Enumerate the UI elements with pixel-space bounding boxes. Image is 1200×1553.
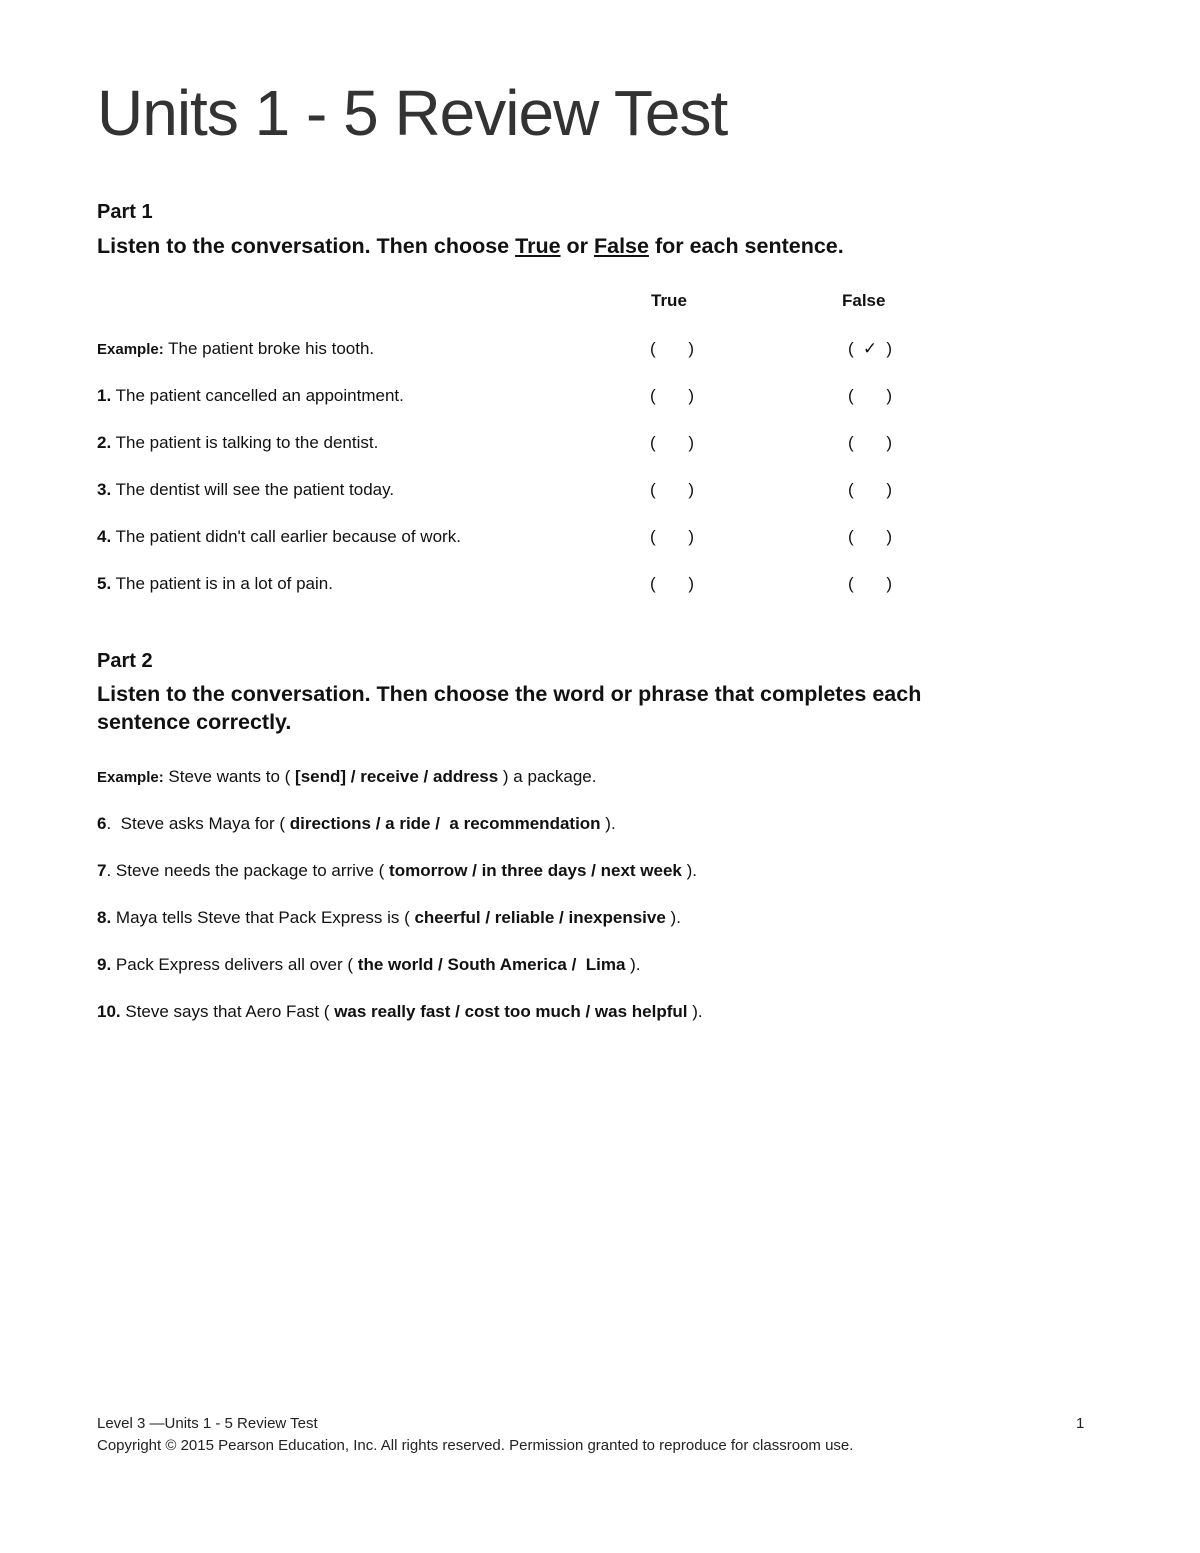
mc-item [97, 955, 641, 975]
footer-title: Level 3 —Units 1 - 5 Review Test [97, 1415, 318, 1432]
item-text: ). [600, 814, 616, 833]
item-text: ). [687, 1002, 703, 1021]
part2-heading: Part 2 [97, 650, 153, 672]
open-paren: ( [650, 433, 656, 452]
item-number: 7 [97, 861, 107, 880]
mc-item [97, 1002, 703, 1022]
item-number: 10. [97, 1002, 121, 1021]
answer-false-choice[interactable] [848, 480, 892, 500]
answer-options[interactable]: directions / a ride / a recommendation [289, 814, 601, 833]
instruction-text: or [560, 234, 594, 258]
open-paren: ( [650, 480, 656, 499]
item-text: ). [665, 908, 681, 927]
item-text: Pack Express delivers all over ( [111, 955, 358, 974]
open-paren: ( [848, 574, 854, 593]
answer-true-choice[interactable] [650, 527, 694, 547]
item-text: The patient is talking to the dentist. [111, 433, 379, 452]
tf-item [97, 339, 374, 359]
tf-item [97, 433, 378, 453]
item-text: The patient cancelled an appointment. [111, 386, 404, 405]
answer-options[interactable]: tomorrow / in three days / next week [389, 861, 682, 880]
answer-false-choice[interactable] [848, 433, 892, 453]
close-paren: ) [688, 480, 694, 499]
close-paren: ) [688, 433, 694, 452]
item-number: Example: [97, 341, 164, 358]
open-paren: ( [650, 386, 656, 405]
item-number: 2. [97, 433, 112, 452]
open-paren: ( [848, 339, 854, 358]
answer-true-choice[interactable] [650, 480, 694, 500]
mc-item [97, 861, 697, 881]
answer-true-choice[interactable] [650, 433, 694, 453]
instruction-line: Listen to the conversation. Then choose the word or phrase that completes each [97, 682, 922, 706]
item-text: Maya tells Steve that Pack Express is ( [111, 908, 415, 927]
close-paren: ) [886, 527, 892, 546]
mc-item [97, 908, 681, 928]
item-text: . Steve needs the package to arrive ( [106, 861, 390, 880]
answer-true-choice[interactable] [650, 339, 694, 359]
tf-item [97, 480, 394, 500]
instruction-line: sentence correctly. [97, 710, 292, 734]
item-text: The patient is in a lot of pain. [111, 574, 333, 593]
item-number: 6 [97, 814, 107, 833]
part1-heading: Part 1 [97, 201, 153, 223]
item-number: 4. [97, 527, 112, 546]
column-header-false: False [842, 291, 886, 310]
tf-item [97, 386, 404, 406]
item-text: The dentist will see the patient today. [111, 480, 395, 499]
close-paren: ) [886, 574, 892, 593]
item-number: 3. [97, 480, 112, 499]
answer-false-choice[interactable] [848, 339, 892, 359]
item-text: The patient didn't call earlier because of work. [111, 527, 461, 546]
page-number: 1 [1076, 1415, 1085, 1432]
answer-true-choice[interactable] [650, 574, 694, 594]
item-text: Steve says that Aero Fast ( [120, 1002, 335, 1021]
open-paren: ( [848, 480, 854, 499]
part1-instruction [97, 232, 844, 260]
instruction-text: Listen to the conversation. Then choose [97, 234, 516, 258]
close-paren: ) [886, 433, 892, 452]
mc-item [97, 767, 596, 787]
close-paren: ) [886, 386, 892, 405]
check-icon: ✓ [862, 339, 878, 358]
close-paren: ) [688, 574, 694, 593]
item-text: ). [681, 861, 698, 880]
item-number: 5. [97, 574, 112, 593]
close-paren: ) [688, 339, 694, 358]
close-paren: ) [688, 527, 694, 546]
false-word: False [593, 234, 649, 258]
open-paren: ( [650, 527, 656, 546]
open-paren: ( [848, 527, 854, 546]
item-text: ) a package. [498, 767, 597, 786]
answer-options[interactable]: [send] / receive / address [295, 767, 499, 786]
item-number: Example: [97, 769, 164, 786]
open-paren: ( [848, 433, 854, 452]
answer-false-choice[interactable] [848, 574, 892, 594]
open-paren: ( [650, 574, 656, 593]
answer-false-choice[interactable] [848, 386, 892, 406]
open-paren: ( [848, 386, 854, 405]
part2-instruction [97, 680, 921, 736]
close-paren: ) [886, 339, 892, 358]
item-number: 8. [97, 908, 112, 927]
copyright: Copyright © 2015 Pearson Education, Inc. All rights reserved. Permission granted to reproduce for classroom use. [97, 1437, 854, 1454]
answer-false-choice[interactable] [848, 527, 892, 547]
answer-options[interactable]: the world / South America / Lima [357, 955, 626, 974]
item-number: 1. [97, 386, 112, 405]
instruction-text: for each sentence. [648, 234, 844, 258]
open-paren: ( [650, 339, 656, 358]
tf-item [97, 527, 461, 547]
answer-options[interactable]: cheerful / reliable / inexpensive [414, 908, 666, 927]
close-paren: ) [688, 386, 694, 405]
item-text: The patient broke his tooth. [163, 339, 375, 358]
tf-item [97, 574, 333, 594]
column-header-true: True [651, 291, 687, 310]
true-word: True [515, 234, 561, 258]
mc-item [97, 814, 616, 834]
answer-options[interactable]: was really fast / cost too much / was helpful [334, 1002, 688, 1021]
item-text: . Steve asks Maya for ( [106, 814, 290, 833]
page-title: Units 1 - 5 Review Test [97, 77, 728, 149]
item-number: 9. [97, 955, 112, 974]
close-paren: ) [886, 480, 892, 499]
item-text: Steve wants to ( [163, 767, 296, 786]
answer-true-choice[interactable] [650, 386, 694, 406]
item-text: ). [625, 955, 641, 974]
